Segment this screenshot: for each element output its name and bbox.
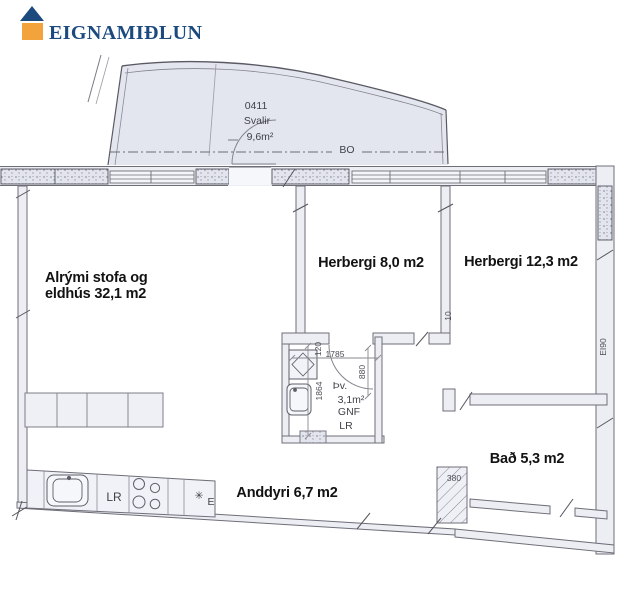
window-bedrooms bbox=[352, 171, 546, 183]
kitchen-code: LR bbox=[106, 490, 122, 504]
logo-body-shape bbox=[22, 23, 43, 40]
snowflake-icon: ✳ bbox=[194, 490, 204, 502]
utility-area: 3,1m² bbox=[337, 394, 365, 406]
room-label-bathroom: Bað 5,3 m2 bbox=[489, 451, 565, 467]
balcony-area: 9,6m² bbox=[246, 131, 274, 143]
balcony-code: BO bbox=[339, 144, 355, 156]
room-label-bedroom2: Herbergi 12,3 m2 bbox=[464, 254, 578, 270]
room-label-living bbox=[45, 270, 148, 302]
kitchen-cabinets bbox=[25, 393, 163, 427]
room-label-living-line2: eldhús 32,1 m2 bbox=[45, 286, 147, 302]
utility-floor-code: GNF bbox=[337, 406, 361, 418]
logo-roof-shape bbox=[20, 6, 44, 21]
utility-code: LR bbox=[339, 420, 353, 432]
room-label-bedroom1: Herbergi 8,0 m2 bbox=[318, 255, 424, 271]
dim-10: 10 bbox=[443, 311, 453, 321]
utility-sink bbox=[287, 384, 311, 415]
left-exterior-wall bbox=[18, 186, 27, 504]
dim-380: 380 bbox=[446, 473, 462, 483]
balcony-name: Svalir bbox=[243, 115, 271, 127]
room-label-hall: Anddyri 6,7 m2 bbox=[236, 485, 338, 501]
logo-title: EIGNAMIÐLUN bbox=[49, 22, 203, 44]
freezer-code: E bbox=[207, 496, 215, 508]
dim-880: 880 bbox=[357, 364, 367, 380]
dim-1864: 1864 bbox=[314, 381, 324, 401]
room-label-living-line1: Alrými stofa og bbox=[45, 270, 148, 286]
utility-name: Þv. bbox=[332, 380, 348, 392]
dim-120: 120 bbox=[313, 341, 323, 357]
kitchen-sink bbox=[47, 475, 88, 506]
balcony bbox=[88, 55, 448, 165]
right-exterior-wall bbox=[596, 166, 614, 554]
fire-rating-label: EI90 bbox=[598, 338, 608, 356]
window-living bbox=[110, 171, 194, 183]
dim-1785: 1785 bbox=[325, 349, 345, 359]
balcony-number: 0411 bbox=[244, 100, 268, 112]
